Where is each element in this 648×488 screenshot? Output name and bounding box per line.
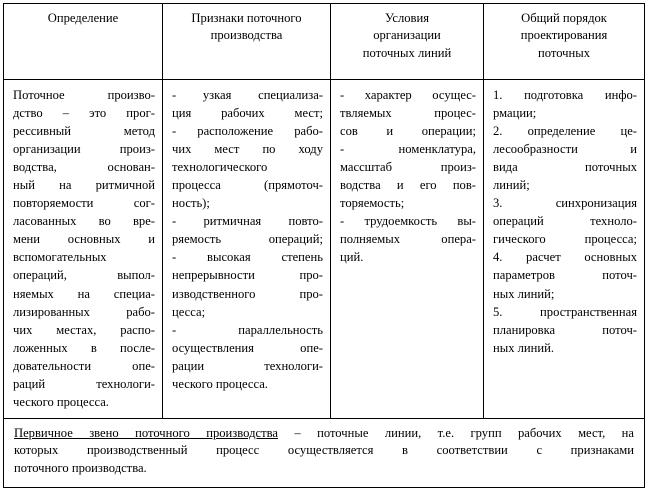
text-line: водства и его пов- bbox=[340, 178, 476, 193]
text-line: вида поточных bbox=[493, 160, 637, 175]
features-cell bbox=[163, 80, 331, 419]
text-line: операций техноло- bbox=[493, 214, 637, 229]
text-line: вспомогательных bbox=[13, 250, 107, 265]
text-line: ласованных во вре- bbox=[13, 214, 155, 229]
text-line: торяемость; bbox=[340, 196, 405, 211]
text-line: - трудоемкость вы- bbox=[340, 214, 476, 229]
header-conditions bbox=[331, 4, 484, 80]
text-line: повторяемости сог- bbox=[13, 196, 155, 211]
text-line: 2. определение це- bbox=[493, 124, 637, 139]
text-line: 5. пространственная bbox=[493, 304, 637, 319]
text-line: мени основных и bbox=[13, 232, 155, 247]
conditions-cell bbox=[331, 80, 484, 419]
text-line: - параллельность bbox=[172, 322, 323, 337]
header-line: поточных линий bbox=[362, 45, 452, 60]
definition-cell bbox=[4, 80, 163, 419]
header-line: Определение bbox=[47, 11, 119, 25]
header-line: поточных bbox=[537, 45, 590, 60]
text-line: лизированных рабо- bbox=[13, 304, 155, 319]
text-line: ложенных в после- bbox=[13, 340, 155, 355]
text-line: рессивный метод bbox=[13, 124, 155, 139]
text-line: цесса; bbox=[172, 304, 206, 319]
text-line: 4. расчет основных bbox=[493, 250, 637, 265]
text-line: ряемость операций; bbox=[172, 232, 323, 247]
text-line: процесса (прямоточ- bbox=[172, 178, 323, 193]
header-line: проектирования bbox=[520, 28, 608, 43]
text-line: - высокая степень bbox=[172, 250, 323, 265]
text-line: рмации; bbox=[493, 106, 537, 121]
text-line: ческого процесса. bbox=[13, 394, 109, 409]
text-line: сов и операции; bbox=[340, 124, 476, 139]
text-line: няемых на специа- bbox=[13, 286, 155, 301]
text-line: рации технологи- bbox=[172, 358, 323, 373]
text-line: довательности опе- bbox=[13, 358, 155, 373]
text-line: ность); bbox=[172, 196, 210, 211]
text-line: дство – это прог- bbox=[13, 106, 155, 121]
footer-line-1-rest: – поточные линии, т.е. групп рабочих мест, на bbox=[277, 426, 634, 440]
text-line: осуществления опе- bbox=[172, 340, 323, 355]
text-line: водства, основан- bbox=[13, 160, 155, 175]
text-line: линий; bbox=[493, 178, 530, 193]
text-line: ция рабочих мест; bbox=[172, 106, 323, 121]
text-line: полняемых опера- bbox=[340, 232, 476, 247]
header-features bbox=[163, 4, 331, 80]
text-line: чих мест по ходу bbox=[172, 142, 323, 157]
text-line: - характер осущес- bbox=[340, 88, 476, 102]
text-line: непрерывности про- bbox=[172, 268, 323, 283]
text-line: - узкая специализа- bbox=[172, 88, 323, 102]
text-line: 3. синхронизация bbox=[493, 196, 637, 211]
footer-line-1 bbox=[14, 425, 634, 442]
text-line: чих местах, распо- bbox=[13, 322, 155, 337]
text-line: организации произ- bbox=[13, 142, 155, 157]
text-line: Поточное произво- bbox=[13, 88, 155, 102]
header-line: Условия bbox=[384, 11, 430, 25]
text-line: ческого процесса. bbox=[172, 376, 268, 391]
header-line: Общий порядок bbox=[521, 11, 607, 25]
text-line: ный на ритмичной bbox=[13, 178, 155, 193]
text-line: твляемых процес- bbox=[340, 106, 476, 121]
header-design-procedure bbox=[484, 4, 645, 80]
content-row bbox=[4, 80, 645, 419]
header-line: организации bbox=[373, 28, 441, 43]
text-line: - номенклатура, bbox=[340, 142, 476, 157]
text-line: гического процесса; bbox=[493, 232, 637, 247]
text-line: - расположение рабо- bbox=[172, 124, 323, 139]
header-row bbox=[4, 4, 645, 80]
text-line: 1. подготовка инфо- bbox=[493, 88, 637, 102]
text-line: ных линий. bbox=[493, 340, 555, 355]
text-line: ных линий; bbox=[493, 286, 555, 301]
text-line: планировка поточ- bbox=[493, 322, 637, 337]
text-line: технологического bbox=[172, 160, 268, 175]
flow-production-table bbox=[3, 3, 645, 488]
footer-line-3: поточного производства. bbox=[14, 460, 147, 475]
text-line: параметров поточ- bbox=[493, 268, 637, 283]
text-line: операций, выпол- bbox=[13, 268, 155, 283]
header-line: производства bbox=[210, 28, 283, 43]
text-line: раций технологи- bbox=[13, 376, 155, 391]
text-line: массштаб произ- bbox=[340, 160, 476, 175]
text-line: лесообразности и bbox=[493, 142, 637, 157]
footer-term: Первичное звено поточного производства bbox=[14, 426, 278, 440]
header-definition bbox=[4, 4, 163, 80]
text-line: изводственного про- bbox=[172, 286, 323, 301]
footer-line-2: которых производственный процесс осуществляется в соответствии с признаками bbox=[14, 443, 634, 458]
footer-row bbox=[4, 419, 645, 488]
header-line: Признаки поточного bbox=[191, 11, 302, 25]
text-line: ций. bbox=[340, 250, 364, 265]
footer-cell bbox=[4, 419, 645, 488]
design-procedure-cell bbox=[484, 80, 645, 419]
text-line: - ритмичная повто- bbox=[172, 214, 323, 229]
